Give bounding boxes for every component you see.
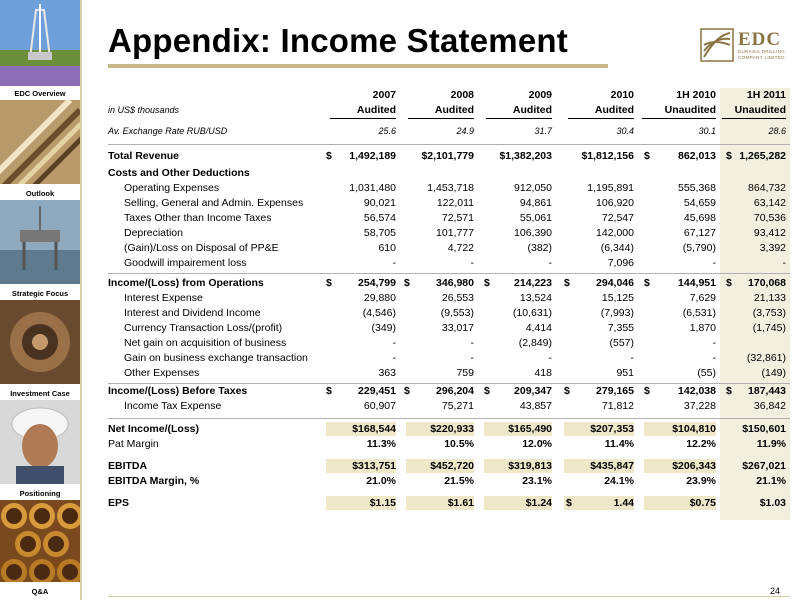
cell: $220,933 xyxy=(430,423,474,435)
pipe-ends-photo xyxy=(0,500,80,582)
table-row xyxy=(108,384,790,399)
column-status: Audited xyxy=(594,104,634,116)
cell: $2,101,779 xyxy=(421,150,474,162)
cell: 294,046 xyxy=(596,277,634,289)
row-label: Depreciation xyxy=(124,227,183,239)
cell: $435,847 xyxy=(590,460,634,472)
cell: $165,490 xyxy=(508,423,552,435)
cell: 951 xyxy=(616,367,634,379)
cell: 55,061 xyxy=(519,212,552,224)
table-row xyxy=(108,256,790,271)
table-row xyxy=(108,366,790,381)
cell: (5,790) xyxy=(682,242,716,254)
cell: (6,531) xyxy=(682,307,716,319)
row-label: Costs and Other Deductions xyxy=(108,167,250,179)
drilling-rig-photo xyxy=(0,0,80,86)
page-number: 24 xyxy=(770,586,781,596)
dollar-sign: $ xyxy=(326,385,332,397)
column-header: 2008 xyxy=(450,89,474,101)
pipes-photo xyxy=(0,100,80,184)
header-underline xyxy=(722,118,786,119)
sidebar-item-positioning[interactable] xyxy=(0,486,80,500)
header-underline xyxy=(330,118,396,119)
cell: (349) xyxy=(371,322,396,334)
sidebar-divider xyxy=(80,0,82,600)
cell: 610 xyxy=(378,242,396,254)
cell: 30.4 xyxy=(616,126,634,136)
table-row xyxy=(108,496,790,511)
cell: $1,382,203 xyxy=(499,150,552,162)
cell: 72,571 xyxy=(441,212,474,224)
cell: 67,127 xyxy=(683,227,716,239)
sidebar-item-label: Investment Case xyxy=(10,388,70,398)
row-label: Operating Expenses xyxy=(124,182,220,194)
dollar-sign: $ xyxy=(326,277,332,289)
cell: $0.75 xyxy=(689,497,716,509)
column-status: Unaudited xyxy=(664,104,716,116)
table-row xyxy=(108,459,790,474)
cell: $319,813 xyxy=(508,460,552,472)
cell: 72,547 xyxy=(601,212,634,224)
divider xyxy=(108,418,790,419)
row-label: Interest Expense xyxy=(124,292,203,304)
row-label: Gain on business exchange transaction xyxy=(124,352,308,364)
cell: 1.44 xyxy=(613,497,634,509)
sidebar-item-investment-case[interactable] xyxy=(0,386,80,400)
offshore-rig-photo xyxy=(0,200,80,284)
cell: (1,745) xyxy=(752,322,786,334)
cell: - xyxy=(712,337,716,349)
cell: 7,629 xyxy=(689,292,716,304)
row-label: EPS xyxy=(108,497,130,509)
cell: 12.2% xyxy=(686,438,716,450)
cell: 15,125 xyxy=(601,292,634,304)
table-row xyxy=(108,437,790,452)
cell: (55) xyxy=(697,367,716,379)
dollar-sign: $ xyxy=(564,385,570,397)
row-label: Taxes Other than Income Taxes xyxy=(124,212,272,224)
dollar-sign: $ xyxy=(644,385,650,397)
row-label: Selling, General and Admin. Expenses xyxy=(124,197,304,209)
cell: 36,842 xyxy=(753,400,786,412)
divider xyxy=(108,144,790,145)
cell: 54,659 xyxy=(683,197,716,209)
cell: $1.03 xyxy=(759,497,786,509)
cell: 1,870 xyxy=(689,322,716,334)
cell: 21.1% xyxy=(756,475,786,487)
cell: 33,017 xyxy=(441,322,474,334)
cell: 187,443 xyxy=(748,385,786,397)
cell: $1.15 xyxy=(369,497,396,509)
sidebar-item-label: Positioning xyxy=(19,488,61,498)
edc-logo-icon xyxy=(700,27,734,63)
cell: 1,265,282 xyxy=(739,150,786,162)
cell: 24.9 xyxy=(456,126,474,136)
cell: 56,574 xyxy=(363,212,396,224)
cell: 4,722 xyxy=(447,242,474,254)
row-label: EBITDA xyxy=(108,460,148,472)
cell: 418 xyxy=(534,367,552,379)
cell: - xyxy=(782,257,786,269)
cell: 279,165 xyxy=(596,385,634,397)
cell: 1,031,480 xyxy=(349,182,396,194)
row-label: Income Tax Expense xyxy=(124,400,222,412)
cell: 90,021 xyxy=(363,197,396,209)
cell: $168,544 xyxy=(352,423,396,435)
cell: 142,000 xyxy=(596,227,634,239)
column-header: 1H 2011 xyxy=(746,89,786,101)
row-label: EBITDA Margin, % xyxy=(108,475,200,487)
worker-photo xyxy=(0,400,80,484)
row-label: Net gain on acquisition of business xyxy=(124,337,287,349)
row-label: (Gain)/Loss on Disposal of PP&E xyxy=(124,242,279,254)
dollar-sign: $ xyxy=(564,277,570,289)
logo-text: EDC xyxy=(738,28,782,50)
table-row xyxy=(108,321,790,336)
cell: $1.24 xyxy=(525,497,552,509)
cell: 11.9% xyxy=(756,438,786,450)
row-label: Total Revenue xyxy=(108,150,179,162)
row-label: Av. Exchange Rate RUB/USD xyxy=(108,126,228,136)
table-row xyxy=(108,422,790,437)
cell: 11.4% xyxy=(604,438,634,450)
cell: - xyxy=(470,257,474,269)
row-label: Currency Transaction Loss/(profit) xyxy=(124,322,283,334)
cell: 122,011 xyxy=(436,197,474,209)
cell: 555,368 xyxy=(678,182,716,194)
column-header: 1H 2010 xyxy=(676,89,716,101)
cell: 31.7 xyxy=(534,126,552,136)
header-underline xyxy=(408,118,474,119)
cell: 60,907 xyxy=(363,400,396,412)
row-label: Income/(Loss) Before Taxes xyxy=(108,385,248,397)
cell: 7,355 xyxy=(607,322,634,334)
page-title: Appendix: Income Statement xyxy=(108,22,568,59)
dollar-sign: $ xyxy=(404,277,410,289)
company-logo xyxy=(700,24,794,66)
column-status: Unaudited xyxy=(734,104,786,116)
cell: 23.9% xyxy=(686,475,716,487)
sidebar-item-label: Strategic Focus xyxy=(11,288,69,298)
column-header: 2010 xyxy=(610,89,634,101)
header-underline xyxy=(568,118,634,119)
table-header-years xyxy=(108,88,790,103)
cell: 30.1 xyxy=(698,126,716,136)
table-row xyxy=(108,351,790,366)
header-underline xyxy=(642,118,716,119)
cell: 296,204 xyxy=(436,385,474,397)
cell: 45,698 xyxy=(683,212,716,224)
cell: 26,553 xyxy=(441,292,474,304)
cell: 363 xyxy=(378,367,396,379)
cell: - xyxy=(548,352,552,364)
cell: - xyxy=(392,337,396,349)
cell: $313,751 xyxy=(352,460,396,472)
cell: - xyxy=(470,352,474,364)
cell: - xyxy=(548,257,552,269)
cell: 12.0% xyxy=(522,438,552,450)
dollar-sign: $ xyxy=(726,385,732,397)
cell: 106,920 xyxy=(596,197,634,209)
table-row xyxy=(108,241,790,256)
sidebar-item-qa[interactable] xyxy=(0,584,80,598)
cell: 3,392 xyxy=(759,242,786,254)
cell: $104,810 xyxy=(672,423,716,435)
cell: 25.6 xyxy=(378,126,396,136)
row-label: Income/(Loss) from Operations xyxy=(108,277,264,289)
cell: 254,799 xyxy=(358,277,396,289)
header-underline xyxy=(486,118,552,119)
table-row xyxy=(108,196,790,211)
cell: 864,732 xyxy=(748,182,786,194)
cell: $452,720 xyxy=(430,460,474,472)
cell: 37,228 xyxy=(683,400,716,412)
column-header: 2009 xyxy=(528,89,552,101)
dollar-sign: $ xyxy=(726,277,732,289)
sidebar-item-label: Q&A xyxy=(31,586,49,596)
cell: $150,601 xyxy=(742,423,786,435)
logo-subtitle-2: COMPANY LIMITED xyxy=(738,54,785,60)
cell: (3,753) xyxy=(752,307,786,319)
column-status: Audited xyxy=(434,104,474,116)
cell: 58,705 xyxy=(363,227,396,239)
cell: 11.3% xyxy=(366,438,396,450)
row-label: Pat Margin xyxy=(108,438,159,450)
cell: 170,068 xyxy=(748,277,786,289)
cell: - xyxy=(470,337,474,349)
cell: 4,414 xyxy=(525,322,552,334)
cell: (32,861) xyxy=(746,352,786,364)
cell: 10.5% xyxy=(444,438,474,450)
table-row xyxy=(108,276,790,291)
table-header-status xyxy=(108,103,790,118)
cell: 13,524 xyxy=(519,292,552,304)
cell: 144,951 xyxy=(678,277,716,289)
cell: 1,195,891 xyxy=(587,182,634,194)
cell: $207,353 xyxy=(590,423,634,435)
sidebar-item-label: EDC Overview xyxy=(14,88,66,98)
cell: 101,777 xyxy=(436,227,474,239)
sidebar-item-label: Outlook xyxy=(25,188,55,198)
cell: (6,344) xyxy=(600,242,634,254)
cell: $206,343 xyxy=(672,460,716,472)
cell: 1,453,718 xyxy=(427,182,474,194)
cell: $267,021 xyxy=(742,460,786,472)
cell: 912,050 xyxy=(514,182,552,194)
cell: (7,993) xyxy=(600,307,634,319)
cell: - xyxy=(392,352,396,364)
row-label: Other Expenses xyxy=(124,367,200,379)
cell: (149) xyxy=(761,367,786,379)
cell: (9,553) xyxy=(440,307,474,319)
divider xyxy=(108,273,790,274)
dollar-sign: $ xyxy=(484,277,490,289)
dollar-sign: $ xyxy=(644,150,650,162)
cell: (382) xyxy=(527,242,552,254)
table-row xyxy=(108,336,790,351)
cell: 1,492,189 xyxy=(349,150,396,162)
cell: 759 xyxy=(456,367,474,379)
sidebar xyxy=(0,0,80,600)
title-underline xyxy=(108,64,608,68)
row-label: Interest and Dividend Income xyxy=(124,307,261,319)
drill-bit-photo xyxy=(0,300,80,384)
cell: 346,980 xyxy=(436,277,474,289)
cell: 23.1% xyxy=(522,475,552,487)
table-row xyxy=(108,306,790,321)
dollar-sign: $ xyxy=(726,150,732,162)
cell: 70,536 xyxy=(753,212,786,224)
cell: $1,812,156 xyxy=(581,150,634,162)
dollar-sign: $ xyxy=(326,150,332,162)
table-row xyxy=(108,211,790,226)
cell: 28.6 xyxy=(768,126,786,136)
cell: 214,223 xyxy=(514,277,552,289)
dollar-sign: $ xyxy=(566,497,572,509)
column-status: Audited xyxy=(356,104,396,116)
cell: 29,880 xyxy=(363,292,396,304)
cell: 21.5% xyxy=(444,475,474,487)
cell: 93,412 xyxy=(753,227,786,239)
table-row xyxy=(108,124,790,139)
sidebar-item-strategic-focus[interactable] xyxy=(0,286,80,300)
cell: $1.61 xyxy=(447,497,474,509)
table-row xyxy=(108,291,790,306)
cell: 229,451 xyxy=(358,385,396,397)
sidebar-item-edc-overview[interactable] xyxy=(0,86,80,100)
cell: 862,013 xyxy=(678,150,716,162)
cell: (4,546) xyxy=(362,307,396,319)
column-status: Audited xyxy=(512,104,552,116)
cell: 106,390 xyxy=(514,227,552,239)
cell: 63,142 xyxy=(753,197,786,209)
table-row xyxy=(108,474,790,489)
cell: (10,631) xyxy=(512,307,552,319)
cell: 24.1% xyxy=(604,475,634,487)
cell: (2,849) xyxy=(518,337,552,349)
dollar-sign: $ xyxy=(404,385,410,397)
cell: - xyxy=(712,352,716,364)
table-row xyxy=(108,149,790,164)
cell: (557) xyxy=(609,337,634,349)
cell: 21,133 xyxy=(753,292,786,304)
table-row xyxy=(108,181,790,196)
column-header: 2007 xyxy=(372,89,396,101)
row-label: Net Income/(Loss) xyxy=(108,423,200,435)
cell: 142,038 xyxy=(678,385,716,397)
table-row xyxy=(108,399,790,414)
sidebar-item-outlook[interactable] xyxy=(0,186,80,200)
table-row xyxy=(108,226,790,241)
cell: 209,347 xyxy=(514,385,552,397)
cell: 21.0% xyxy=(366,475,396,487)
cell: - xyxy=(712,257,716,269)
dollar-sign: $ xyxy=(644,277,650,289)
unit-note: in US$ thousands xyxy=(108,105,180,115)
cell: 7,096 xyxy=(607,257,634,269)
dollar-sign: $ xyxy=(484,385,490,397)
cell: 94,861 xyxy=(519,197,552,209)
cell: 43,857 xyxy=(519,400,552,412)
logo-subtitle-1: EURASIA DRILLING xyxy=(738,48,786,54)
cell: - xyxy=(392,257,396,269)
footer-divider xyxy=(108,596,790,597)
cell: 75,271 xyxy=(441,400,474,412)
cell: - xyxy=(630,352,634,364)
cell: 71,812 xyxy=(601,400,634,412)
row-label: Goodwill impairement loss xyxy=(124,257,247,269)
section-header xyxy=(108,166,790,181)
